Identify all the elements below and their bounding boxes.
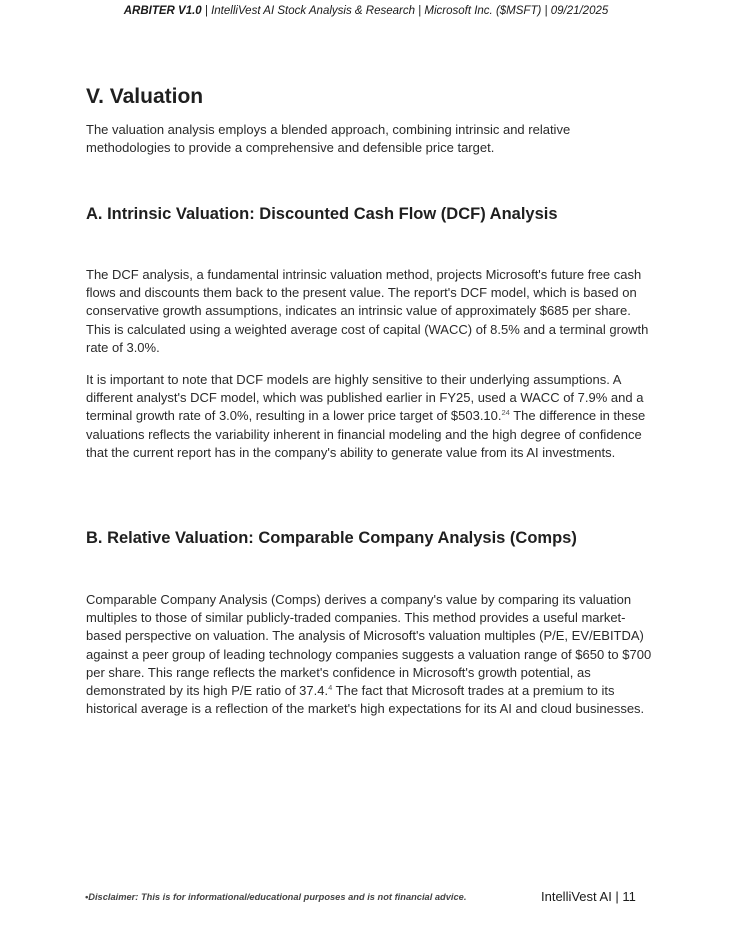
header-separator: | [541, 5, 551, 17]
section-intro-paragraph: The valuation analysis employs a blended approach, combining intrinsic and relative methodologies to provide a comprehensive and defensible price target. [86, 122, 571, 156]
dcf-paragraph-2-text-continued: The difference in these valuations reflects the variability inherent in financial modeling and the high degree of confidence that the current report has in the company's ability to generate value from its AI investments. [86, 408, 646, 460]
footnote-reference: 24 [501, 408, 510, 418]
footnote-reference: 4 [328, 683, 333, 693]
header-product: IntelliVest AI Stock Analysis & Research [211, 5, 415, 17]
comps-paragraph-1 [86, 591, 652, 718]
dcf-heading: A. Intrinsic Valuation: Discounted Cash Flow (DCF) Analysis [86, 205, 558, 223]
header-brand: ARBITER V1.0 [123, 5, 202, 17]
dcf-paragraph-1: The DCF analysis, a fundamental intrinsic valuation method, projects Microsoft's future free cash flows and discounts them back to the present value. The report's DCF model, which is based on conservative growth assumptions, indicates an intrinsic value of approximately $685 per share. This is calculated using a weighted average cost of capital (WACC) of 8.5% and a terminal growth rate of 3.0%. [86, 267, 649, 355]
header-company: Microsoft Inc. ($MSFT) [424, 5, 542, 17]
section-title: V. Valuation [86, 85, 204, 108]
header-separator: | [414, 5, 425, 17]
footer-page-number: IntelliVest AI | 11 [541, 889, 636, 904]
comps-heading: B. Relative Valuation: Comparable Company Analysis (Comps) [86, 529, 577, 547]
header-separator: | [201, 5, 212, 17]
comps-paragraph-1-text: Comparable Company Analysis (Comps) derives a company's value by comparing its valuation multiples to those of similar publicly-traded companies. This method provides a useful market-based perspective on valuation. The analysis of Microsoft's valuation multiples (P/E, EV/EBITDA) against a peer group of leading technology companies suggests a valuation range of $650 to $700 per share. This range reflects the market's confidence in Microsoft's growth potential, as demonstrated by its high P/E ratio of 37.4. [86, 592, 652, 699]
comps-paragraph-1-text-continued: The fact that Microsoft trades at a premium to its historical average is a reflection of the market's high expectations for its AI and cloud businesses. [86, 683, 645, 717]
footer-disclaimer: •Disclaimer: This is for informational/educational purposes and is not financial advice. [85, 892, 467, 902]
dcf-paragraph-2 [86, 371, 652, 462]
header-date: 09/21/2025 [550, 5, 609, 17]
dcf-paragraph-2-text: It is important to note that DCF models are highly sensitive to their underlying assumptions. A different analyst's DCF model, which was published earlier in FY25, used a WACC of 7.9% and a terminal growth rate of 3.0%, resulting in a lower price target of $503.10. [86, 372, 644, 424]
page-header [0, 5, 732, 17]
